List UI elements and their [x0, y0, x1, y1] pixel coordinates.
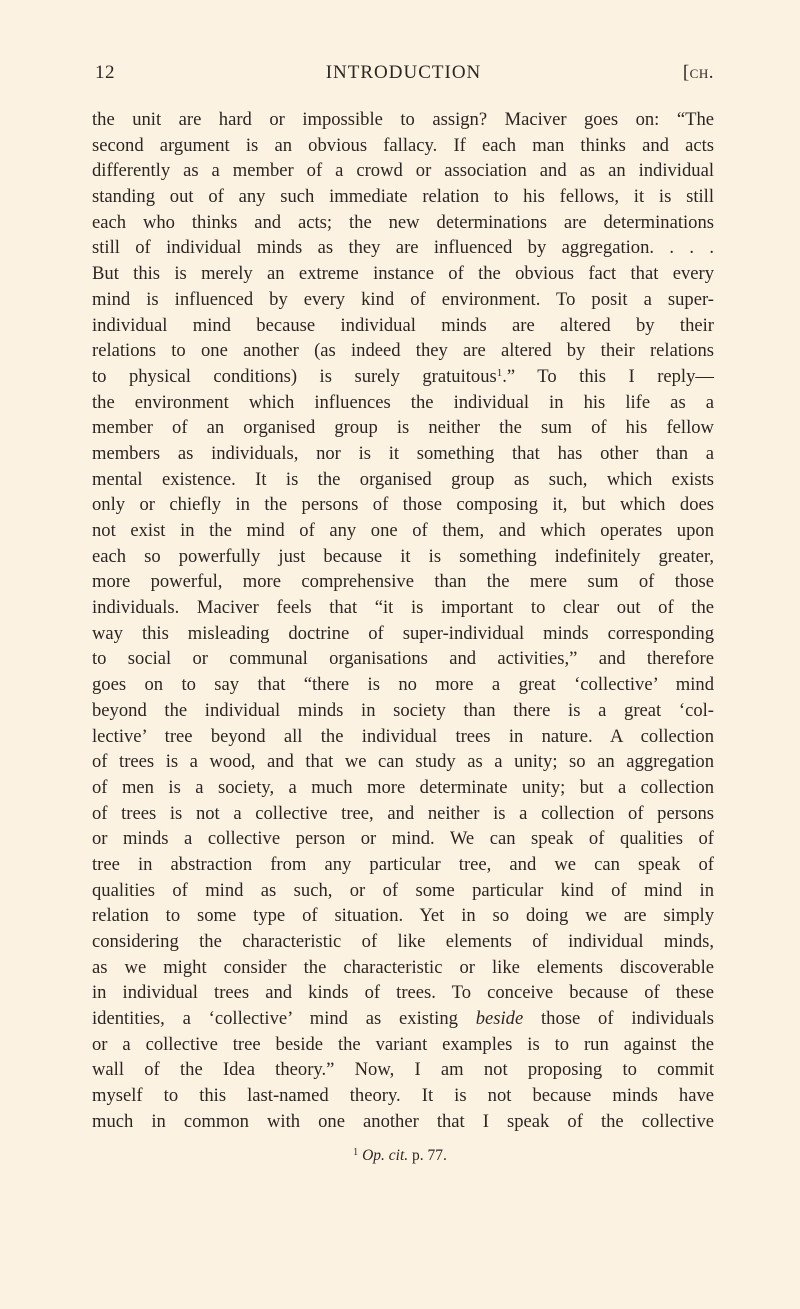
- running-title: INTRODUCTION: [325, 62, 482, 83]
- text-line: [92, 955, 714, 981]
- text-segment: only or chiefly in the persons of those composing it, but which does: [92, 494, 714, 516]
- text-segment: lective’ tree beyond all the individual trees in nature. A collection: [92, 725, 714, 747]
- text-segment: still of individual minds as they are influenced by aggregation. . . .: [92, 237, 714, 259]
- text-line: [92, 749, 714, 775]
- text-line: [92, 672, 714, 698]
- text-segment: or minds a collective person or mind. We can speak of qualities of: [92, 828, 714, 850]
- text-segment: beyond the individual minds in society than there is a great ‘col-: [92, 699, 714, 721]
- text-line: [92, 133, 714, 159]
- footnote-mark: 1: [353, 1147, 359, 1158]
- text-line: [92, 287, 714, 313]
- text-segment: member of an organised group is neither the sum of his fellow: [92, 417, 714, 439]
- text-segment: each so powerfully just because it is something indefinitely greater,: [92, 545, 714, 567]
- text-segment: differently as a member of a crowd or association and as an individual: [92, 160, 714, 182]
- text-segment: or a collective tree beside the variant examples is to run against the: [92, 1033, 714, 1055]
- text-line: [92, 364, 714, 390]
- text-segment: to social or communal organisations and activities,” and therefore: [92, 648, 714, 670]
- text-segment: to physical conditions) is surely gratuitous: [92, 365, 497, 387]
- text-line: [92, 569, 714, 595]
- text-segment: the environment which influences the individual in his life as a: [92, 391, 714, 413]
- text-segment: mind is influenced by every kind of environment. To posit a super-: [92, 288, 714, 310]
- text-segment: members as individuals, nor is it something that has other than a: [92, 442, 714, 464]
- text-segment: myself to this last-named theory. It is not because minds have: [92, 1085, 714, 1107]
- text-line: [92, 595, 714, 621]
- text-segment: of trees is a wood, and that we can study as a unity; so an aggregation: [92, 751, 714, 773]
- text-segment: But this is merely an extreme instance of the obvious fact that every: [92, 263, 714, 285]
- text-line: [92, 492, 714, 518]
- text-segment: individuals. Maciver feels that “it is important to clear out of the: [92, 597, 714, 619]
- text-line: [92, 698, 714, 724]
- text-line: [92, 235, 714, 261]
- footnote-citation: Op. cit.: [362, 1147, 409, 1164]
- text-line: [92, 441, 714, 467]
- text-line: [92, 415, 714, 441]
- text-line: [92, 801, 714, 827]
- text-line: [92, 467, 714, 493]
- text-line: [92, 826, 714, 852]
- text-line: [92, 929, 714, 955]
- text-segment: goes on to say that “there is no more a great ‘collective’ mind: [92, 674, 714, 696]
- text-line: [92, 1032, 714, 1058]
- text-segment: relation to some type of situation. Yet in so doing we are simply: [92, 905, 714, 927]
- italic-text: beside: [475, 1008, 524, 1030]
- text-line: [92, 313, 714, 339]
- text-segment: .” To this I reply—: [502, 365, 714, 387]
- body-paragraph: [92, 107, 714, 1135]
- text-line: [92, 338, 714, 364]
- text-line: [92, 518, 714, 544]
- text-line: [92, 261, 714, 287]
- text-segment: mental existence. It is the organised group as such, which exists: [92, 468, 714, 490]
- text-segment: in individual trees and kinds of trees. To conceive because of these: [92, 982, 714, 1004]
- page-number: 12: [95, 62, 115, 83]
- text-segment: not exist in the mind of any one of them, and which operates upon: [92, 520, 714, 541]
- text-line: [92, 878, 714, 904]
- text-line: [92, 646, 714, 672]
- chapter-marker: [ch.: [682, 62, 714, 83]
- text-segment: wall of the Idea theory.” Now, I am not proposing to commit: [92, 1059, 714, 1081]
- footnote-page-ref: p. 77.: [412, 1147, 447, 1164]
- text-line: [92, 980, 714, 1006]
- text-line: [92, 184, 714, 210]
- text-segment: way this misleading doctrine of super-individual minds corresponding: [92, 622, 714, 644]
- text-segment: second argument is an obvious fallacy. If each man thinks and acts: [92, 134, 714, 156]
- text-line: [92, 724, 714, 750]
- text-line: [92, 544, 714, 570]
- text-line: [92, 1109, 714, 1135]
- text-segment: identities, a ‘collective’ mind as existing: [92, 1008, 476, 1030]
- text-segment: considering the characteristic of like elements of individual minds,: [92, 931, 714, 952]
- text-segment: as we might consider the characteristic or like elements discoverable: [92, 956, 714, 978]
- text-segment: qualities of mind as such, or of some particular kind of mind in: [92, 879, 714, 901]
- text-line: [92, 1057, 714, 1083]
- text-segment: relations to one another (as indeed they are altered by their relations: [92, 340, 714, 362]
- text-segment: individual mind because individual minds are altered by their: [92, 314, 714, 336]
- text-segment: those of individuals: [523, 1008, 714, 1030]
- text-segment: the unit are hard or impossible to assign? Maciver goes on: “The: [92, 109, 714, 130]
- text-line: [92, 158, 714, 184]
- text-segment: tree in abstraction from any particular tree, and we can speak of: [92, 853, 714, 875]
- footnote-reference: 1: [496, 366, 503, 379]
- text-line: [92, 621, 714, 647]
- text-segment: of men is a society, a much more determinate unity; but a collection: [92, 776, 714, 798]
- text-line: [92, 1083, 714, 1109]
- text-line: [92, 390, 714, 416]
- text-segment: of trees is not a collective tree, and neither is a collection of persons: [92, 802, 714, 824]
- text-line: [92, 210, 714, 236]
- text-segment: standing out of any such immediate relation to his fellows, it is still: [92, 186, 714, 208]
- text-line: [92, 775, 714, 801]
- text-segment: each who thinks and acts; the new determinations are determinations: [92, 211, 714, 233]
- text-line: [92, 903, 714, 929]
- text-line: [92, 107, 714, 133]
- text-segment: much in common with one another that I speak of the collective: [92, 1110, 714, 1132]
- footnote: [0, 1147, 800, 1165]
- text-segment: more powerful, more comprehensive than the mere sum of those: [92, 571, 714, 593]
- running-head: [93, 62, 714, 88]
- text-line: [92, 1006, 714, 1032]
- text-line: [92, 852, 714, 878]
